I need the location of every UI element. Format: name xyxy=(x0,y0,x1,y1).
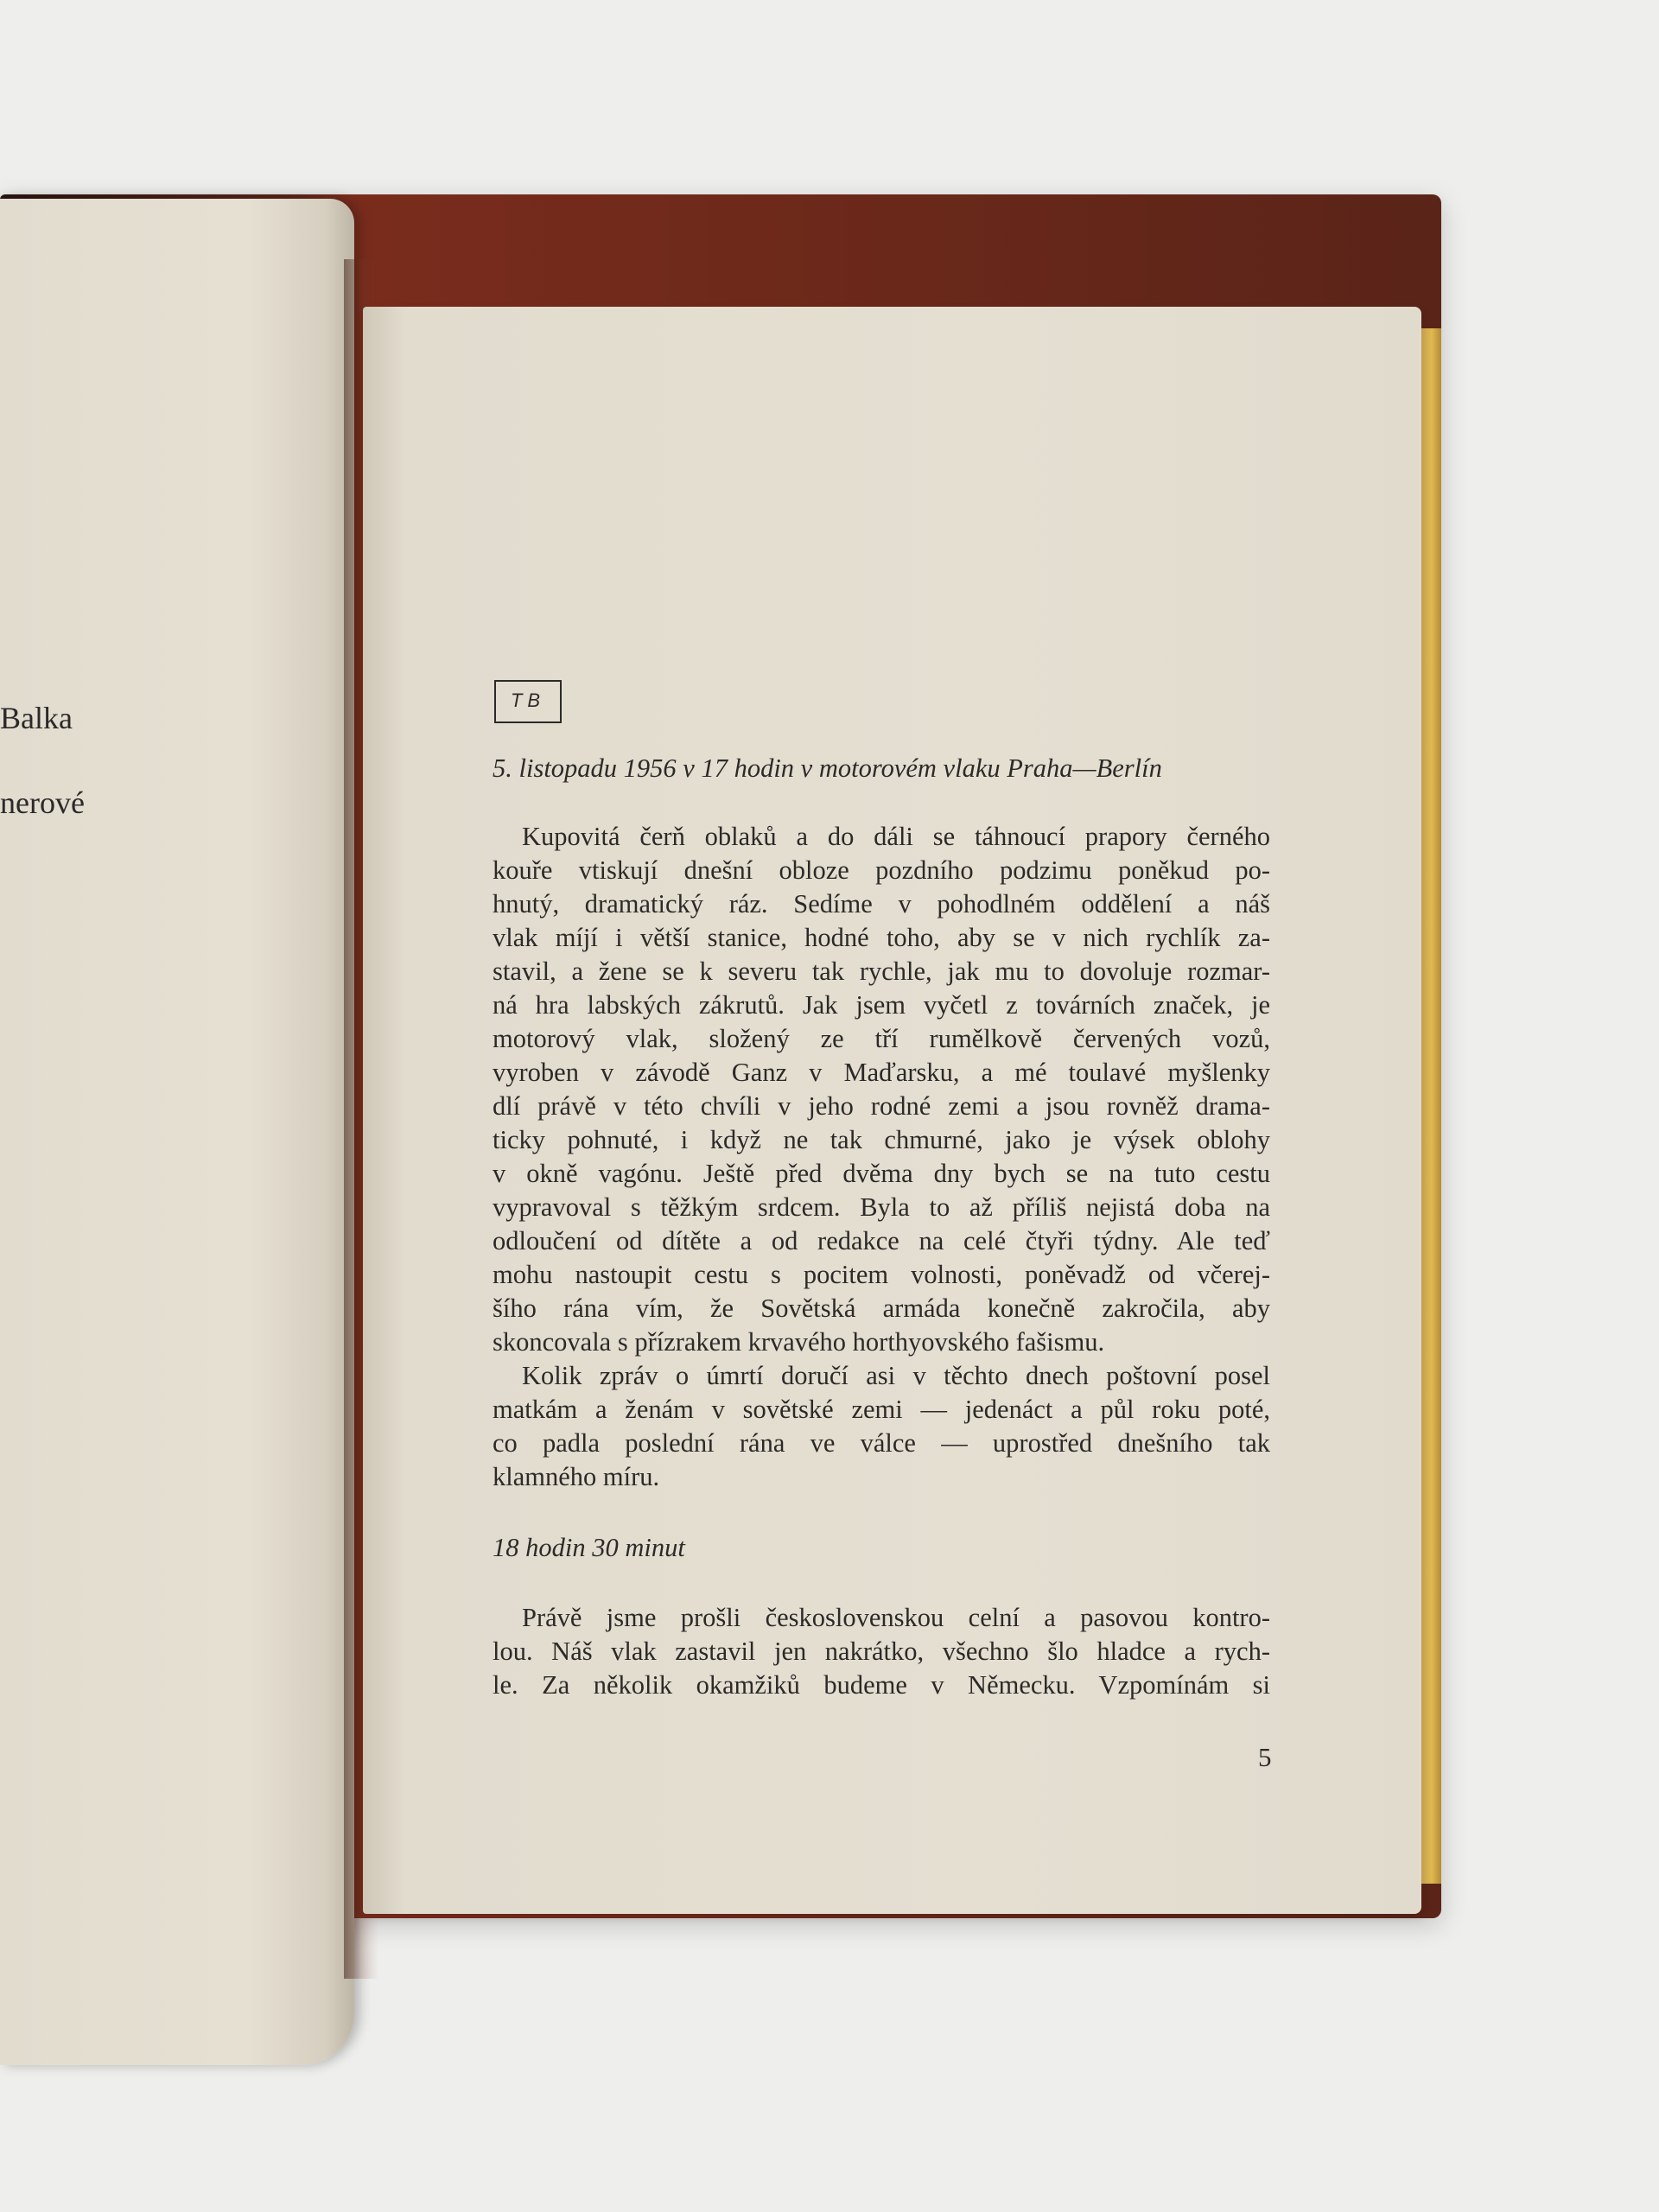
text-line: ticky pohnuté, i když ne tak chmurné, jako je výsek oblohy xyxy=(493,1125,1270,1154)
text-line: vypravoval s těžkým srdcem. Byla to až příliš nejistá doba na xyxy=(493,1192,1270,1222)
text-line: hnutý, dramatický ráz. Sedíme v pohodlném oddělení a náš xyxy=(493,889,1270,918)
text-line: kouře vtiskují dnešní obloze pozdního podzimu poněkud po- xyxy=(493,855,1270,885)
left-page-text-fragment: nerové xyxy=(0,785,85,820)
text-line: co padla poslední rána ve válce — uprostřed dnešního tak xyxy=(493,1428,1270,1458)
text-line: klamného míru. xyxy=(493,1462,660,1491)
text-line: Kolik zpráv o úmrtí doručí asi v těchto dnech poštovní posel xyxy=(522,1361,1270,1390)
text-line: Právě jsme prošli československou celní a pasovou kontro- xyxy=(522,1603,1270,1632)
text-line: vyroben v závodě Ganz v Maďarsku, a mé toulavé myšlenky xyxy=(493,1058,1270,1087)
publisher-logo: TB xyxy=(494,680,562,723)
text-line: matkám a ženám v sovětské zemi — jedenáct a půl roku poté, xyxy=(493,1395,1270,1424)
text-line: šího rána vím, že Sovětská armáda konečně zakročila, aby xyxy=(493,1294,1270,1323)
time-heading: 18 hodin 30 minut xyxy=(493,1533,685,1562)
text-line: mohu nastoupit cestu s pocitem volnosti, poněvadž od včerej- xyxy=(493,1260,1270,1289)
text-line: Kupovitá čerň oblaků a do dáli se táhnoucí prapory černého xyxy=(522,822,1270,851)
text-line: stavil, a žene se k severu tak rychle, jak mu to dovoluje rozmar- xyxy=(493,957,1270,986)
text-line: odloučení od dítěte a od redakce na celé čtyři týdny. Ale teď xyxy=(493,1226,1270,1255)
text-line: v okně vagónu. Ještě před dvěma dny bych se na tuto cestu xyxy=(493,1159,1270,1188)
text-line: dlí právě v této chvíli v jeho rodné zemi a jsou rovněž drama- xyxy=(493,1091,1270,1121)
text-line: motorový vlak, složený ze tří rumělkově červených vozů, xyxy=(493,1024,1270,1053)
left-page xyxy=(0,199,354,2065)
left-page-text-fragment: Balka xyxy=(0,701,73,735)
text-line: skoncovala s přízrakem krvavého horthyovského fašismu. xyxy=(493,1327,1105,1357)
text-line: ná hra labských zákrutů. Jak jsem vyčetl z továrních značek, je xyxy=(493,990,1270,1020)
page-number: 5 xyxy=(1258,1742,1272,1772)
section-heading: 5. listopadu 1956 v 17 hodin v motorovém vlaku Praha—Berlín xyxy=(493,753,1162,783)
text-line: lou. Náš vlak zastavil jen nakrátko, všechno šlo hladce a rych- xyxy=(493,1637,1270,1666)
text-line: vlak míjí i větší stanice, hodné toho, aby se v nich rychlík za- xyxy=(493,923,1270,952)
text-line: le. Za několik okamžiků budeme v Německu. Vzpomínám si xyxy=(493,1670,1270,1700)
